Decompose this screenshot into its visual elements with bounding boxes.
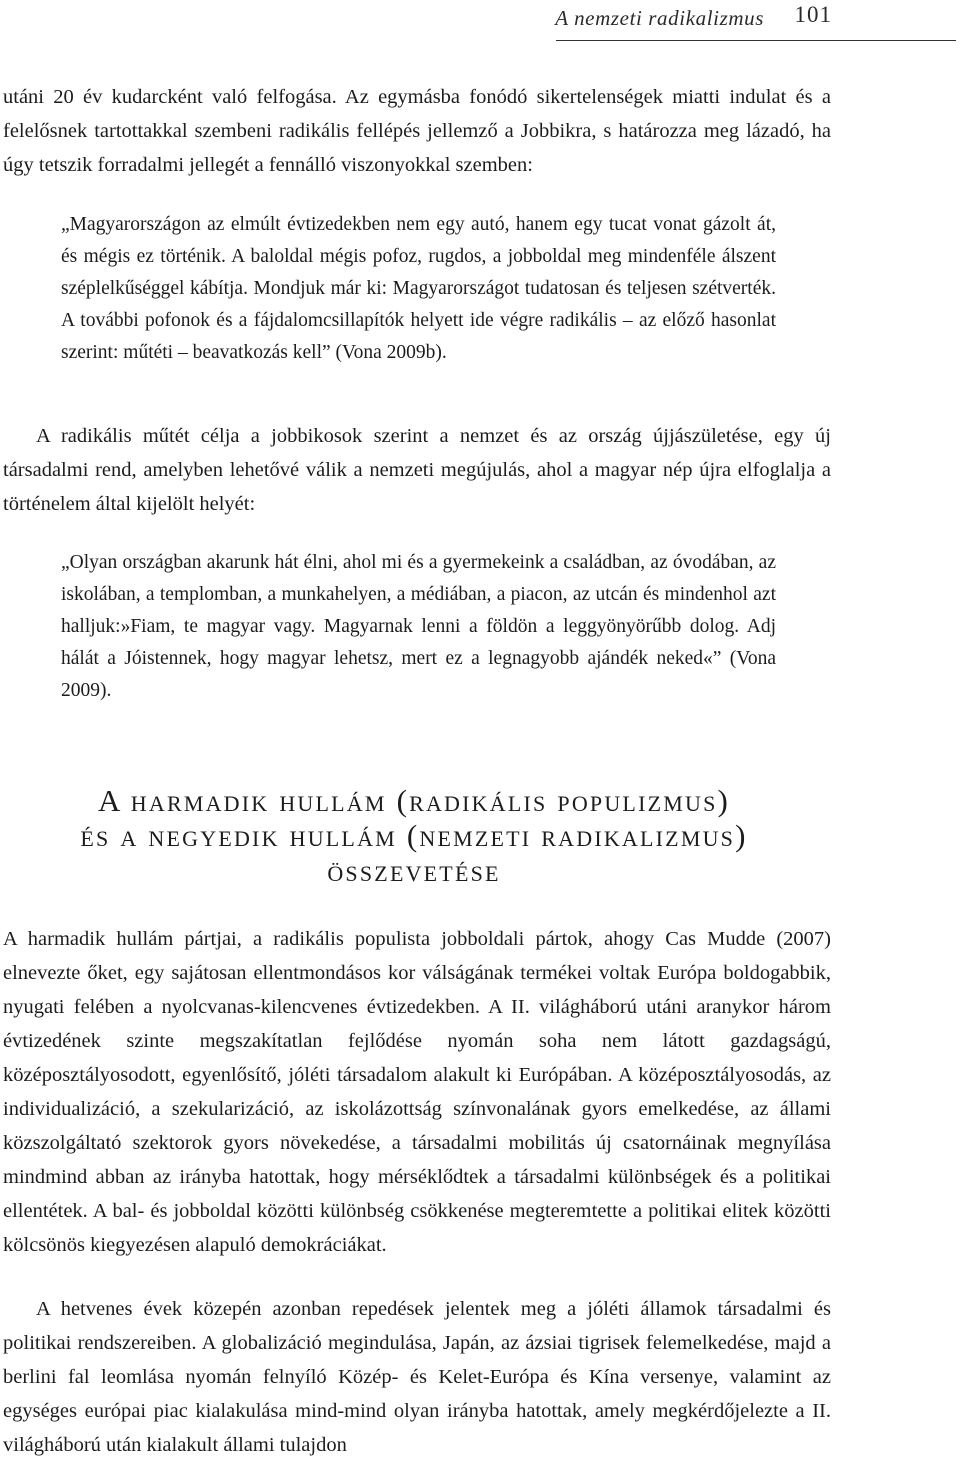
running-head xyxy=(0,0,960,50)
section-heading-line-2: és a negyedik hullám (nemzeti radikalizmus) xyxy=(80,818,748,853)
paragraph-third-wave: A harmadik hullám pártjai, a radikális populista jobboldali pártok, ahogy Cas Mudde (2007) elnevezte őket, egy sajátosan ellentmondásos kor válságának termékei voltak Európa boldogabbik, nyugati felében a nyolcvanas-kilencvenes évtizedekben. A II. világháború utáni aranykor három évtizedének szinte megszakítatlan fejlődése nyomán soha nem látott gazdagságú, középosztályosodott, egyenlősítő, jóléti társadalom alakult ki Európában. A középosztályosodás, az individualizáció, a szekularizáció, az iskolázottság színvonalának gyors emelkedése, az állami közszolgáltató szektorok gyors növekedése, a társadalmi mobilitás új csatornáinak megnyílása mindmind abban az irányba hatottak, hogy mérséklődtek a társadalmi különbségek és a politikai ellentétek. A bal- és jobboldal közötti különbség csökkenése megteremtette a politikai elitek közötti kölcsönös kiegyezésen alapuló demokráciákat. xyxy=(3,928,831,1256)
section-heading xyxy=(0,783,828,888)
paragraph-intro: utáni 20 év kudarcként való felfogása. Az egymásba fonódó sikertelenségek miatti indulat és a felelősnek tartottakkal szembeni radikális fellépés jellemző a Jobbikra, s határozza meg lázadó, ha úgy tetszik forradalmi jellegét a fennálló viszonyokkal szemben: xyxy=(3,86,831,176)
paragraph-radical-surgery: A radikális műtét célja a jobbikosok szerint a nemzet és az ország újjászületése, egy új társadalmi rend, amelyben lehetővé válik a nemzeti megújulás, ahol a magyar nép újra elfoglalja a történelem által kijelölt helyét: xyxy=(3,425,831,515)
section-heading-line-3: összevetése xyxy=(327,853,501,888)
block-quote-vona-2009: „Olyan országban akarunk hát élni, ahol mi és a gyermekeink a családban, az óvodában, az iskolában, a templomban, a munkahelyen, a médiában, a piacon, az utcán és mindenhol azt halljuk:»Fiam, te magyar vagy. Magyarnak lenni a földön a leggyönyörűbb dolog. Adj hálát a Jóistennek, hogy magyar lehetsz, mert ez a legnagyobb ajándék neked«” (Vona 2009). xyxy=(61,552,776,701)
page-number: 101 xyxy=(794,2,832,27)
block-quote-vona-2009b: „Magyarországon az elmúlt évtizedekben nem egy autó, hanem egy tucat vonat gázolt át, és mégis ez történik. A baloldal mégis pofoz, rugdos, a jobboldal meg mindenféle álszent széplelkűséggel kábítja. Mondjuk már ki: Magyarországot tudatosan és teljesen szétverték. A további pofonok és a fájdalomcsillapítók helyett ide végre radikális – az előző hasonlat szerint: műtéti – beavatkozás kell” (Vona 2009b). xyxy=(61,214,776,363)
section-heading-line-1: A harmadik hullám (radikális populizmus) xyxy=(97,783,731,818)
header-rule xyxy=(556,40,956,41)
paragraph-seventies: A hetvenes évek közepén azonban repedések jelentek meg a jóléti államok társadalmi és politikai rendszereiben. A globalizáció megindulása, Japán, az ázsiai tigrisek felemelkedése, majd a berlini fal leomlása nyomán felnyíló Közép- és Kelet-Európa és Kína versenye, valamint az egységes európai piac kialakulása mind-mind olyan irányba hatottak, amely megkérdőjelezte a II. világháború után kialakult állami tulajdon xyxy=(3,1298,831,1456)
running-title: A nemzeti radikalizmus xyxy=(555,6,764,30)
